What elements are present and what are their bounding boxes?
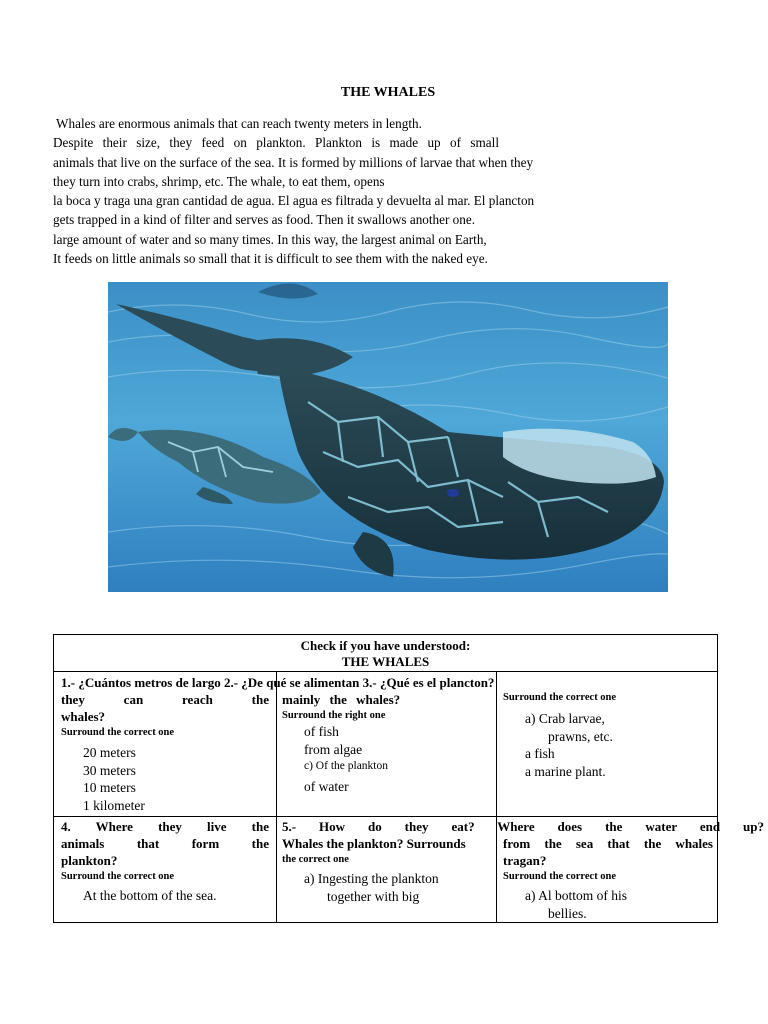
answer-option[interactable]: c) Of the plankton <box>304 760 388 773</box>
page-title: THE WHALES <box>340 85 436 100</box>
question-4-text: plankton? <box>61 853 118 868</box>
question-1-instruction: Surround the correct one <box>61 727 175 738</box>
question-5-6-heading: 5.- How do they eat? Where does the water end up? <box>282 819 764 834</box>
question-2-instruction: Surround the right one <box>282 710 386 721</box>
question-4-text: animals that form the <box>61 836 269 851</box>
column-divider <box>276 672 277 923</box>
question-6-text: from the sea that the whales <box>503 836 713 851</box>
answer-option-continued: together with big <box>327 888 420 904</box>
table-header-instruction: Check if you have understood: <box>300 638 471 653</box>
intro-line: large amount of water and so many times. In this way, the largest animal on Earth, <box>53 231 487 247</box>
question-5-instruction: the correct one <box>282 854 349 865</box>
question-6-text: tragan? <box>503 853 547 868</box>
answer-option[interactable]: 1 kilometer <box>83 797 145 813</box>
answer-option[interactable]: from algae <box>304 741 363 757</box>
question-1-2-3-heading: 1.- ¿Cuántos metros de largo 2.- ¿De qué se alimentan 3.- ¿Qué es el plancton? <box>61 675 495 690</box>
column-divider <box>496 672 497 923</box>
intro-paragraph <box>53 114 613 268</box>
answer-option-continued: prawns, etc. <box>548 728 613 744</box>
whale-eye <box>447 489 459 497</box>
table-header <box>54 635 717 672</box>
answer-option[interactable]: a fish <box>525 746 555 762</box>
answer-option[interactable]: a marine plant. <box>525 763 606 779</box>
whale-illustration <box>108 282 668 592</box>
question-6-cell <box>503 835 713 922</box>
table-header-title: THE WHALES <box>341 654 430 669</box>
intro-line: It feeds on little animals so small that it is difficult to see them with the naked eye. <box>53 251 488 267</box>
answer-option[interactable]: a) Al bottom of his <box>525 888 627 903</box>
question-4-text: 4. Where they live the <box>61 819 269 834</box>
question-3-cell <box>503 690 713 780</box>
intro-line: animals that live on the surface of the sea. It is formed by millions of larvae that when they <box>53 154 534 170</box>
question-4-cell <box>61 818 269 905</box>
whale-photo <box>108 282 668 592</box>
answer-option[interactable]: 30 meters <box>83 762 136 778</box>
intro-line: Whales are enormous animals that can reach twenty meters in length. <box>53 116 422 131</box>
question-1-text: whales? <box>61 709 106 724</box>
comprehension-table <box>53 634 764 923</box>
answer-option[interactable]: of fish <box>304 724 339 739</box>
answer-option[interactable]: a) Ingesting the plankton <box>304 871 439 886</box>
question-4-instruction: Surround the correct one <box>61 871 175 882</box>
question-3-instruction: Surround the correct one <box>503 692 617 703</box>
question-1-text: they can reach the <box>61 692 269 707</box>
intro-line: gets trapped in a kind of filter and serves as food. Then it swallows another one. <box>53 212 476 228</box>
question-5-text: Whales the plankton? Surrounds <box>282 836 466 851</box>
question-1-cell <box>61 691 269 814</box>
intro-line: they turn into crabs, shrimp, etc. The whale, to eat them, opens <box>53 173 385 189</box>
question-2-text: mainly the whales? <box>282 692 401 707</box>
row-divider <box>54 816 717 817</box>
answer-option[interactable]: At the bottom of the sea. <box>83 888 217 903</box>
question-2-cell <box>282 691 492 795</box>
answer-option[interactable]: a) Crab larvae, <box>525 711 605 726</box>
answer-option[interactable]: of water <box>304 778 349 794</box>
answer-option-continued: bellies. <box>548 905 587 921</box>
answer-option[interactable]: 20 meters <box>83 745 136 760</box>
question-5-cell <box>282 835 492 905</box>
question-6-instruction: Surround the correct one <box>503 871 617 882</box>
answer-option[interactable]: 10 meters <box>83 780 136 796</box>
intro-line: la boca y traga una gran cantidad de agua. El agua es filtrada y devuelta al mar. El plancton <box>53 193 535 209</box>
intro-line: Despite their size, they feed on plankton. Plankton is made up of small <box>53 135 499 151</box>
